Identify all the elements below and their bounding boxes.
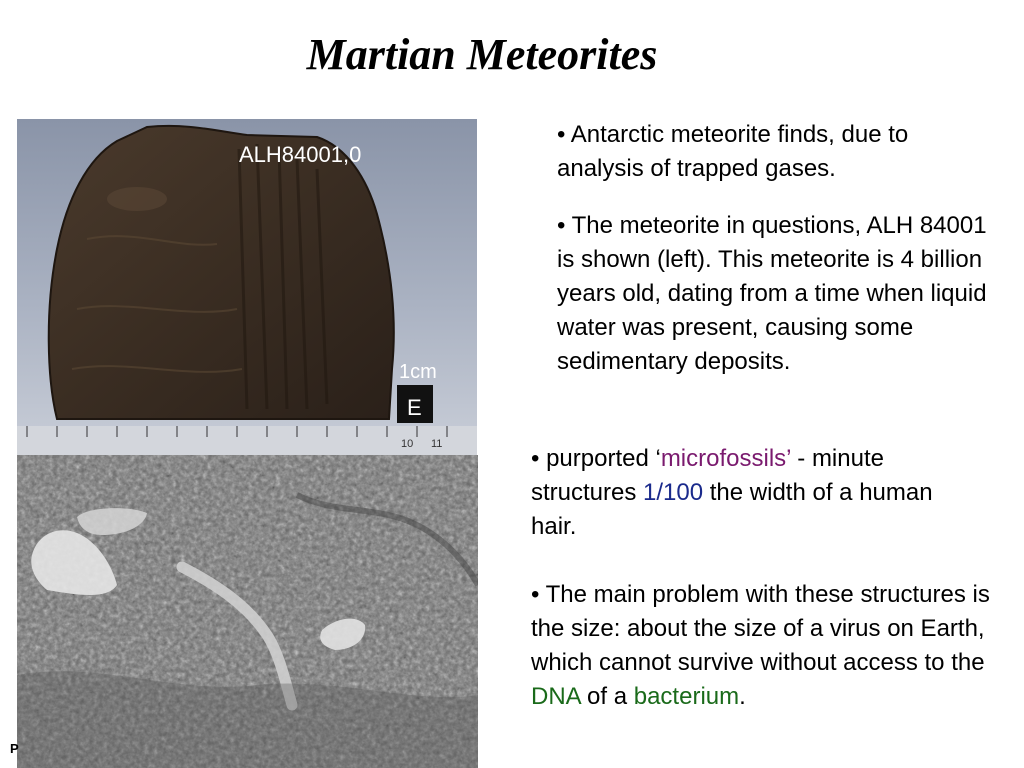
- bacterium-term: bacterium: [633, 683, 740, 710]
- slide-title: Martian Meteorites: [306, 30, 658, 79]
- bullet-alh84001-description: • The meteorite in questions, ALH 84001 is shown (left). This meteorite is 4 billion years old, dating from a time when liquid water was present, causing some sedimentary deposits.: [557, 212, 987, 375]
- bullet-text: • The main problem with these structures is the size: about the size of a virus on Earth, which cannot survive without access to the: [531, 581, 990, 676]
- bullet-text: of a: [580, 683, 634, 710]
- bullet-text: • purported ‘: [531, 445, 661, 472]
- bullet-text: the width of a human hair.: [531, 479, 933, 540]
- ruler-number: 11: [431, 438, 443, 450]
- bullet-trapped-gases: • Antarctic meteorite finds, due to analysis of trapped gases.: [557, 121, 909, 182]
- corner-text-fragment: P: [10, 741, 19, 756]
- ruler-number: 10: [401, 438, 414, 450]
- meteorite-photo: [17, 119, 477, 455]
- size-ratio: 1/100: [643, 479, 704, 506]
- scale-cube-letter: E: [407, 395, 422, 420]
- specimen-label: ALH84001,0: [239, 142, 362, 167]
- bullet-size-problem: [531, 578, 1001, 714]
- microfossils-term: microfossils’: [660, 445, 791, 472]
- bullet-text: .: [739, 683, 746, 710]
- bullet-text: - minute structures: [531, 445, 884, 506]
- scale-label: 1cm: [399, 361, 437, 383]
- bullet-microfossils: [531, 442, 981, 544]
- microfossil-micrograph: [17, 455, 478, 768]
- dna-term: DNA: [531, 683, 581, 710]
